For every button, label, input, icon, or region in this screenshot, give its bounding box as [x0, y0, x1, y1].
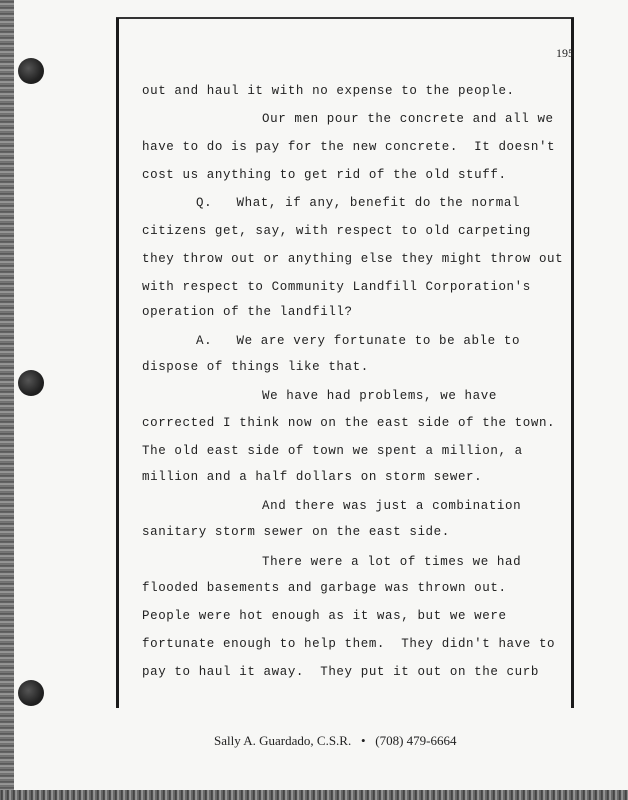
- transcript-line: And there was just a combination: [262, 499, 522, 513]
- transcript-line: have to do is pay for the new concrete. It doesn't: [142, 140, 556, 154]
- transcript-line: fortunate enough to help them. They didn't have to: [142, 637, 556, 651]
- scan-bottom-edge: [0, 790, 628, 800]
- transcript-line: sanitary storm sewer on the east side.: [142, 525, 450, 539]
- transcript-line: dispose of things like that.: [142, 360, 369, 374]
- transcript-line: with respect to Community Landfill Corporation's: [142, 280, 531, 294]
- scan-left-edge: [0, 0, 14, 800]
- transcript-line: Our men pour the concrete and all we: [262, 112, 554, 126]
- transcript-line: Q. What, if any, benefit do the normal: [196, 196, 521, 210]
- page-number: 195: [556, 46, 574, 60]
- transcript-line: flooded basements and garbage was thrown out.: [142, 581, 507, 595]
- punch-hole-icon: [18, 370, 44, 396]
- transcript-line: A. We are very fortunate to be able to: [196, 334, 521, 348]
- transcript-line: There were a lot of times we had: [262, 555, 522, 569]
- transcript-line: pay to haul it away. They put it out on the curb: [142, 665, 539, 679]
- transcript-line: million and a half dollars on storm sewer.: [142, 470, 483, 484]
- punch-hole-icon: [18, 58, 44, 84]
- transcript-line: out and haul it with no expense to the people.: [142, 84, 515, 98]
- transcript-line: cost us anything to get rid of the old stuff.: [142, 168, 507, 182]
- transcript-line: The old east side of town we spent a million, a: [142, 444, 523, 458]
- reporter-footer: Sally A. Guardado, C.S.R. • (708) 479-6664: [214, 733, 457, 748]
- transcript-line: they throw out or anything else they might throw out: [142, 252, 564, 266]
- punch-hole-icon: [18, 680, 44, 706]
- transcript-line: We have had problems, we have: [262, 389, 497, 403]
- transcript-line: citizens get, say, with respect to old carpeting: [142, 224, 531, 238]
- transcript-line: operation of the landfill?: [142, 305, 353, 319]
- transcript-line: People were hot enough as it was, but we were: [142, 609, 507, 623]
- transcript-line: corrected I think now on the east side of the town.: [142, 416, 556, 430]
